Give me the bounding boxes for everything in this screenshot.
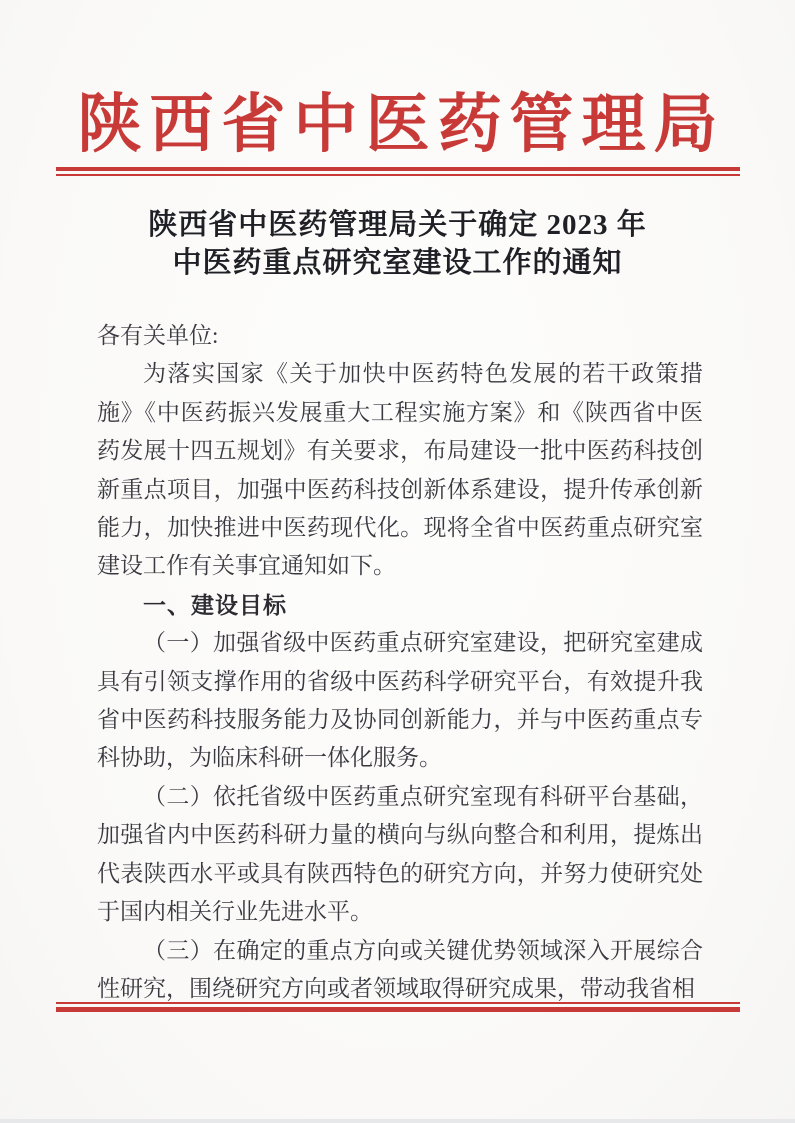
title-line-2: 中医药重点研究室建设工作的通知 bbox=[172, 247, 623, 279]
scan-bottom-edge bbox=[0, 1119, 795, 1123]
footer-rule-thin bbox=[56, 1002, 740, 1004]
header-rule-thick bbox=[56, 167, 740, 171]
section-heading: 一、建设目标 bbox=[143, 591, 287, 618]
header-org-name: 陕西省中医药管理局 bbox=[77, 89, 726, 160]
header-rule-thin bbox=[56, 174, 740, 176]
title-line-1: 陕西省中医药管理局关于确定 2023 年 bbox=[148, 209, 647, 241]
paragraph-item-1: （一）加强省级中医药重点研究室建设，把研究室建成具有引领支撑作用的省级中医药科学研究平台，有效提升我省中医药科技服务能力及协同创新能力，并与中医药重点专科协助，为临床科研一体化服务。 bbox=[97, 630, 703, 771]
paragraph-intro: 为落实国家《关于加快中医药特色发展的若干政策措施》《中医药振兴发展重大工程实施方案》和《陕西省中医药发展十四五规划》有关要求，布局建设一批中医药科技创新重点项目，加强中医药科技创新体系建设，提升传承创新能力，加快推进中医药现代化。现将全省中医药重点研究室建设工作有关事宜通知如下。 bbox=[97, 361, 703, 579]
paragraph-item-3: （三）在确定的重点方向或关键优势领域深入开展综合性研究，围绕研究方向或者领域取得研究成果，带动我省相 bbox=[97, 937, 703, 1001]
salutation: 各有关单位: bbox=[97, 323, 219, 348]
footer-rule-thick bbox=[56, 1007, 740, 1012]
document-body bbox=[97, 317, 703, 1008]
paragraph-item-2: （二）依托省级中医药重点研究室现有科研平台基础，加强省内中医药科研力量的横向与纵向整合和利用，提炼出代表陕西水平或具有陕西特色的研究方向，并努力使研究处于国内相关行业先进水平。 bbox=[97, 783, 703, 925]
document-title bbox=[0, 206, 795, 282]
